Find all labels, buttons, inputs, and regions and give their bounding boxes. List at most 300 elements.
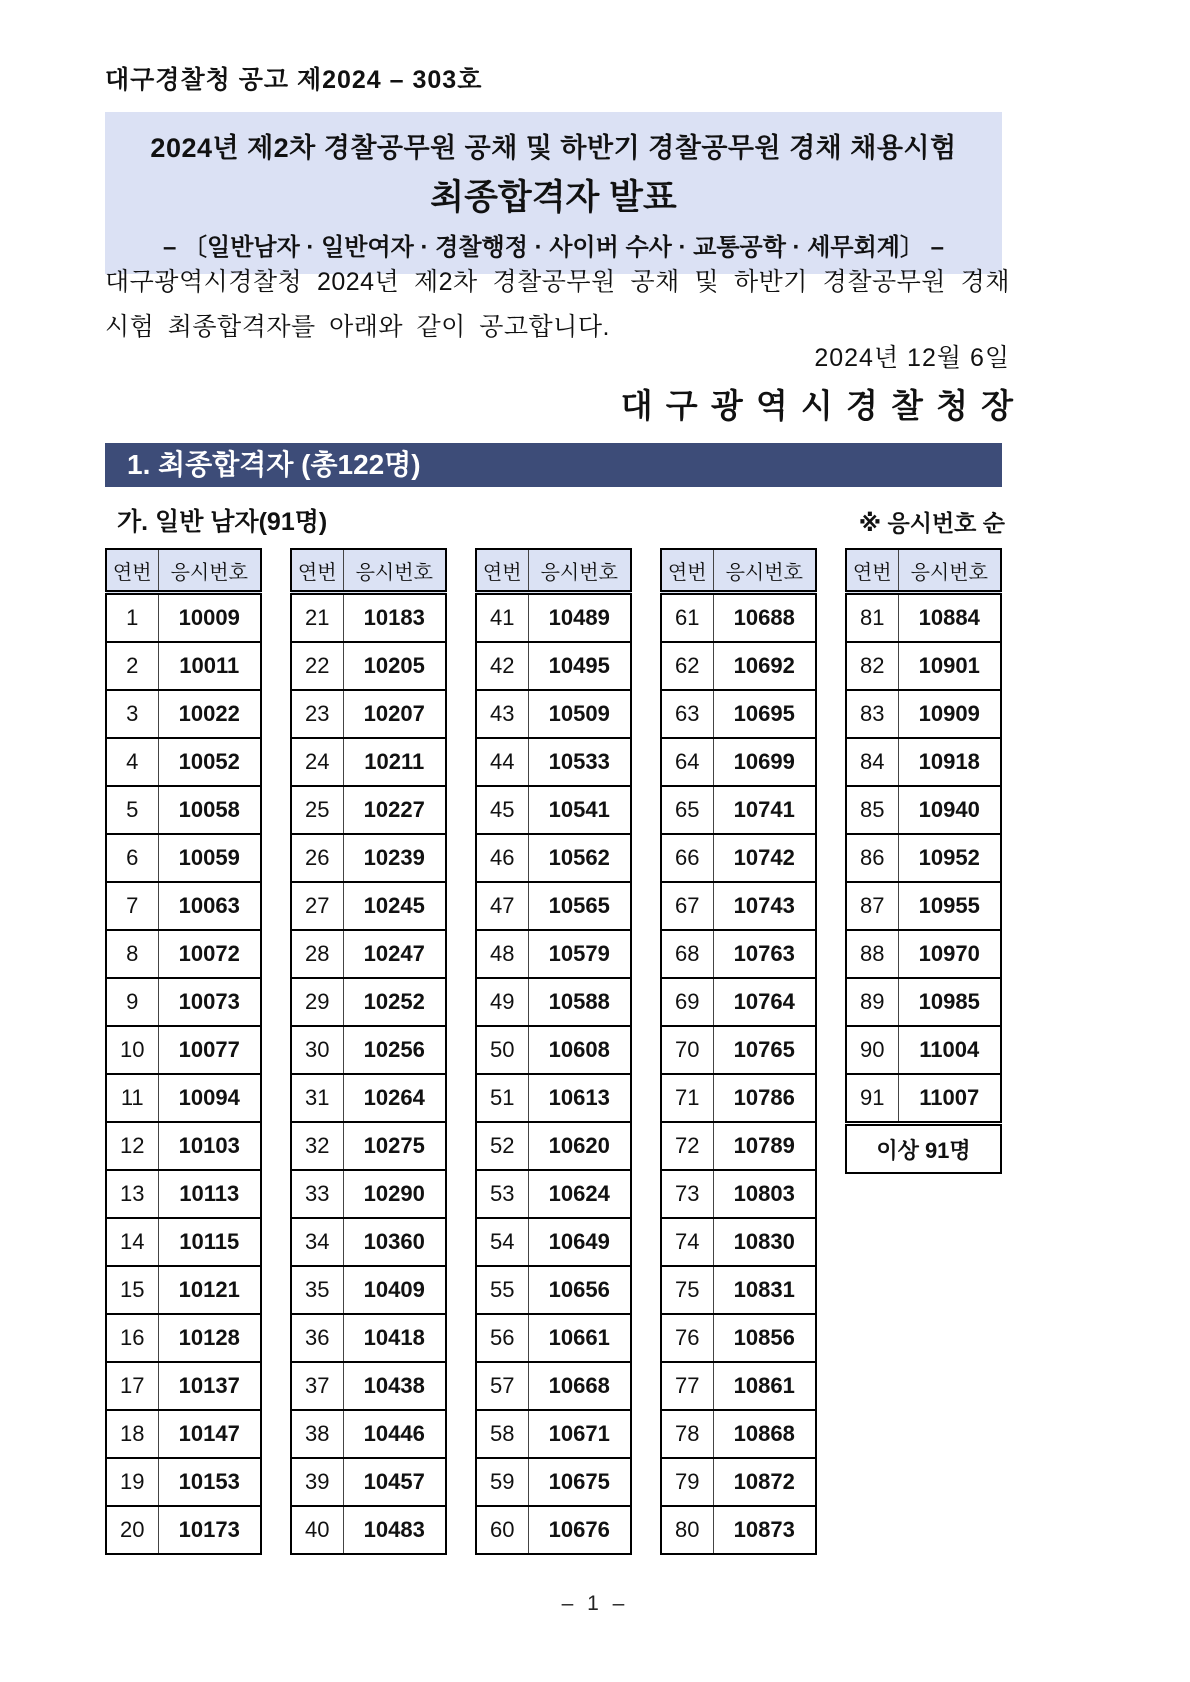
serial-cell: 55 [476,1266,528,1314]
column-header: 응시번호 [898,549,1001,593]
serial-cell: 66 [661,834,713,882]
serial-cell: 51 [476,1074,528,1122]
table-row [291,1362,446,1410]
exam-number-cell: 10952 [898,834,1001,882]
table-row [106,834,261,882]
serial-cell: 46 [476,834,528,882]
subsection-row [105,502,1005,538]
exam-number-cell: 10533 [528,738,631,786]
column-header: 응시번호 [343,549,446,593]
page-number: – 1 – [561,1592,629,1615]
exam-number-cell: 10153 [158,1458,261,1506]
table-row [106,930,261,978]
exam-number-cell: 10743 [713,882,816,930]
serial-cell: 79 [661,1458,713,1506]
table-row [846,738,1001,786]
table-row [661,1026,816,1074]
table-row [661,786,816,834]
title-box [105,112,1002,274]
serial-cell: 28 [291,930,343,978]
exam-number-cell: 10763 [713,930,816,978]
exam-number-cell: 10873 [713,1506,816,1554]
serial-cell: 10 [106,1026,158,1074]
serial-cell: 69 [661,978,713,1026]
exam-number-cell: 10671 [528,1410,631,1458]
table-row [846,882,1001,930]
table-row [476,593,631,643]
table-row [661,1458,816,1506]
serial-cell: 59 [476,1458,528,1506]
serial-cell: 13 [106,1170,158,1218]
exam-number-cell: 10955 [898,882,1001,930]
serial-cell: 63 [661,690,713,738]
serial-cell: 27 [291,882,343,930]
title-line-2: 최종합격자 발표 [430,178,677,217]
header-row [846,549,1001,593]
exam-number-cell: 10489 [528,593,631,643]
serial-cell: 47 [476,882,528,930]
serial-cell: 11 [106,1074,158,1122]
column-header: 연번 [106,549,158,593]
serial-cell: 22 [291,642,343,690]
serial-cell: 4 [106,738,158,786]
signature-line: 대 구 광 역 시 경 찰 청 장 [620,387,1015,424]
header-row [476,549,631,593]
table-row [476,1314,631,1362]
serial-cell: 56 [476,1314,528,1362]
exam-number-cell: 10588 [528,978,631,1026]
serial-cell: 91 [846,1074,898,1124]
table-row [661,834,816,882]
serial-cell: 48 [476,930,528,978]
serial-cell: 65 [661,786,713,834]
serial-cell: 87 [846,882,898,930]
serial-cell: 57 [476,1362,528,1410]
serial-cell: 41 [476,593,528,643]
exam-number-cell: 10063 [158,882,261,930]
serial-cell: 89 [846,978,898,1026]
column-header: 연번 [476,549,528,593]
body-paragraph: 대구광역시경찰청 2024년 제2차 경찰공무원 공채 및 하반기 경찰공무원 경채시험 최종합격자를 아래와 같이 공고합니다. [105,268,1010,341]
exam-number-cell: 10011 [158,642,261,690]
header-row [661,549,816,593]
serial-cell: 32 [291,1122,343,1170]
serial-cell: 7 [106,882,158,930]
table-row [661,882,816,930]
serial-cell: 35 [291,1266,343,1314]
serial-cell: 88 [846,930,898,978]
exam-number-cell: 10457 [343,1458,446,1506]
serial-cell: 37 [291,1362,343,1410]
serial-cell: 71 [661,1074,713,1122]
exam-number-cell: 10058 [158,786,261,834]
serial-cell: 77 [661,1362,713,1410]
table-row [476,1074,631,1122]
serial-cell: 14 [106,1218,158,1266]
exam-number-cell: 10742 [713,834,816,882]
serial-cell: 67 [661,882,713,930]
table-row [661,930,816,978]
serial-cell: 5 [106,786,158,834]
exam-number-cell: 10830 [713,1218,816,1266]
subsection-title: 가. 일반 남자(91명) [117,508,328,536]
exam-number-cell: 10077 [158,1026,261,1074]
serial-cell: 60 [476,1506,528,1554]
serial-cell: 52 [476,1122,528,1170]
section-header-label: 1. 최종합격자 (총122명) [127,449,421,480]
exam-number-cell: 10608 [528,1026,631,1074]
table-row [846,834,1001,882]
table-row [291,1218,446,1266]
table-row [476,1410,631,1458]
serial-cell: 17 [106,1362,158,1410]
serial-cell: 72 [661,1122,713,1170]
exam-number-cell: 10245 [343,882,446,930]
serial-cell: 86 [846,834,898,882]
exam-number-cell: 10446 [343,1410,446,1458]
serial-cell: 45 [476,786,528,834]
serial-cell: 20 [106,1506,158,1554]
column-header: 연번 [661,549,713,593]
exam-number-cell: 10115 [158,1218,261,1266]
serial-cell: 61 [661,593,713,643]
exam-number-cell: 10872 [713,1458,816,1506]
table-row [476,1506,631,1554]
serial-cell: 80 [661,1506,713,1554]
table-row [291,593,446,643]
exam-number-cell: 10113 [158,1170,261,1218]
serial-cell: 38 [291,1410,343,1458]
table-row [106,1218,261,1266]
table-row [291,1122,446,1170]
exam-number-cell: 10970 [898,930,1001,978]
table-row [291,1074,446,1122]
serial-cell: 58 [476,1410,528,1458]
serial-cell: 3 [106,690,158,738]
exam-number-cell: 10275 [343,1122,446,1170]
exam-number-cell: 10565 [528,882,631,930]
serial-cell: 50 [476,1026,528,1074]
exam-number-cell: 10073 [158,978,261,1026]
table-row [661,1314,816,1362]
table-row [106,1026,261,1074]
roster-table-4 [660,548,817,1555]
serial-cell: 90 [846,1026,898,1074]
table-row [291,1170,446,1218]
exam-number-cell: 10173 [158,1506,261,1554]
exam-number-cell: 10009 [158,593,261,643]
exam-number-cell: 10239 [343,834,446,882]
exam-number-cell: 10509 [528,690,631,738]
announcement-date: 2024년 12월 6일 [814,344,1010,372]
table-row [106,1506,261,1554]
table-row [106,1266,261,1314]
table-row [106,1122,261,1170]
exam-number-cell: 10128 [158,1314,261,1362]
serial-cell: 8 [106,930,158,978]
exam-number-cell: 10901 [898,642,1001,690]
exam-number-cell: 10692 [713,642,816,690]
exam-number-cell: 10483 [343,1506,446,1554]
column-header: 연번 [846,549,898,593]
table-row [661,1410,816,1458]
table-row [661,690,816,738]
serial-cell: 64 [661,738,713,786]
exam-number-cell: 10247 [343,930,446,978]
table-row [661,1122,816,1170]
exam-number-cell: 10649 [528,1218,631,1266]
table-row [476,834,631,882]
serial-cell: 1 [106,593,158,643]
table-row [291,882,446,930]
table-row [106,786,261,834]
exam-number-cell: 10856 [713,1314,816,1362]
serial-cell: 31 [291,1074,343,1122]
exam-number-cell: 10985 [898,978,1001,1026]
serial-cell: 74 [661,1218,713,1266]
table-row [476,1458,631,1506]
table-row [476,642,631,690]
summary-row [846,1124,1001,1174]
exam-number-cell: 11004 [898,1026,1001,1074]
exam-number-cell: 10211 [343,738,446,786]
exam-number-cell: 10803 [713,1170,816,1218]
table-row [476,930,631,978]
table-row [846,1074,1001,1124]
exam-number-cell: 10909 [898,690,1001,738]
serial-cell: 24 [291,738,343,786]
roster-table-1 [105,548,262,1555]
exam-number-cell: 10147 [158,1410,261,1458]
table-row [291,1506,446,1554]
table-row [476,738,631,786]
serial-cell: 76 [661,1314,713,1362]
table-row [291,978,446,1026]
table-row [291,930,446,978]
serial-cell: 2 [106,642,158,690]
exam-number-cell: 10675 [528,1458,631,1506]
serial-cell: 53 [476,1170,528,1218]
exam-number-cell: 10884 [898,593,1001,643]
column-header: 응시번호 [158,549,261,593]
exam-number-cell: 10183 [343,593,446,643]
serial-cell: 39 [291,1458,343,1506]
exam-number-cell: 10741 [713,786,816,834]
serial-cell: 15 [106,1266,158,1314]
table-row [661,978,816,1026]
table-row [106,978,261,1026]
exam-number-cell: 10918 [898,738,1001,786]
exam-number-cell: 10579 [528,930,631,978]
serial-cell: 34 [291,1218,343,1266]
table-row [846,786,1001,834]
exam-number-cell: 10360 [343,1218,446,1266]
exam-number-cell: 10121 [158,1266,261,1314]
table-row [846,930,1001,978]
table-row [476,882,631,930]
serial-cell: 82 [846,642,898,690]
roster-table-2 [290,548,447,1555]
table-row [846,593,1001,643]
table-row [291,1026,446,1074]
table-row [661,1506,816,1554]
tables-row [105,548,1002,1555]
exam-number-cell: 10252 [343,978,446,1026]
table-row [846,1026,1001,1074]
exam-number-cell: 10786 [713,1074,816,1122]
table-row [846,642,1001,690]
exam-number-cell: 10022 [158,690,261,738]
exam-number-cell: 10264 [343,1074,446,1122]
table-row [476,1170,631,1218]
exam-number-cell: 10656 [528,1266,631,1314]
section-header [105,443,1002,487]
exam-number-cell: 10831 [713,1266,816,1314]
exam-number-cell: 10103 [158,1122,261,1170]
table-row [291,1410,446,1458]
serial-cell: 75 [661,1266,713,1314]
serial-cell: 26 [291,834,343,882]
table-row [291,1458,446,1506]
serial-cell: 19 [106,1458,158,1506]
table-row [661,1074,816,1122]
table-row [476,786,631,834]
exam-number-cell: 10940 [898,786,1001,834]
exam-number-cell: 10868 [713,1410,816,1458]
table-row [291,642,446,690]
column-header: 연번 [291,549,343,593]
exam-number-cell: 10676 [528,1506,631,1554]
exam-number-cell: 10290 [343,1170,446,1218]
serial-cell: 6 [106,834,158,882]
serial-cell: 43 [476,690,528,738]
exam-number-cell: 10613 [528,1074,631,1122]
exam-number-cell: 10695 [713,690,816,738]
table-row [661,738,816,786]
exam-number-cell: 10624 [528,1170,631,1218]
table-row [661,1266,816,1314]
exam-number-cell: 10764 [713,978,816,1026]
table-row [476,690,631,738]
exam-number-cell: 10052 [158,738,261,786]
serial-cell: 9 [106,978,158,1026]
exam-number-cell: 10059 [158,834,261,882]
table-row [661,1362,816,1410]
exam-number-cell: 10789 [713,1122,816,1170]
column-header: 응시번호 [713,549,816,593]
serial-cell: 23 [291,690,343,738]
serial-cell: 16 [106,1314,158,1362]
table-row [106,690,261,738]
serial-cell: 25 [291,786,343,834]
serial-cell: 85 [846,786,898,834]
serial-cell: 84 [846,738,898,786]
table-row [476,1266,631,1314]
table-row [476,978,631,1026]
exam-number-cell: 11007 [898,1074,1001,1124]
exam-number-cell: 10541 [528,786,631,834]
exam-number-cell: 10205 [343,642,446,690]
column-header: 응시번호 [528,549,631,593]
exam-number-cell: 10765 [713,1026,816,1074]
table-row [291,786,446,834]
serial-cell: 44 [476,738,528,786]
serial-cell: 78 [661,1410,713,1458]
serial-cell: 18 [106,1410,158,1458]
exam-number-cell: 10418 [343,1314,446,1362]
table-row [106,1314,261,1362]
table-row [846,978,1001,1026]
serial-cell: 54 [476,1218,528,1266]
table-row [476,1362,631,1410]
exam-number-cell: 10094 [158,1074,261,1122]
table-row [476,1218,631,1266]
table-row [661,1218,816,1266]
serial-cell: 40 [291,1506,343,1554]
roster-table-3 [475,548,632,1555]
serial-cell: 12 [106,1122,158,1170]
table-row [106,1170,261,1218]
serial-cell: 68 [661,930,713,978]
table-row [291,738,446,786]
table-row [846,690,1001,738]
table-row [661,593,816,643]
exam-number-cell: 10688 [713,593,816,643]
serial-cell: 36 [291,1314,343,1362]
exam-number-cell: 10072 [158,930,261,978]
serial-cell: 30 [291,1026,343,1074]
title-line-3: – 〔일반남자 · 일반여자 · 경찰행정 · 사이버 수사 · 교통공학 · 세무회계〕 – [163,234,944,261]
exam-number-cell: 10620 [528,1122,631,1170]
exam-number-cell: 10137 [158,1362,261,1410]
table-row [106,738,261,786]
exam-number-cell: 10495 [528,642,631,690]
table-row [106,882,261,930]
table-row [106,1362,261,1410]
table-row [291,1266,446,1314]
roster-table-5 [845,548,1002,1174]
summary-cell: 이상 91명 [846,1124,1001,1174]
exam-number-cell: 10699 [713,738,816,786]
serial-cell: 29 [291,978,343,1026]
table-row [106,1458,261,1506]
exam-number-cell: 10562 [528,834,631,882]
notice-number: 대구경찰청 공고 제2024 – 303호 [105,66,483,94]
table-row [106,593,261,643]
serial-cell: 70 [661,1026,713,1074]
table-row [291,690,446,738]
header-row [291,549,446,593]
exam-number-cell: 10409 [343,1266,446,1314]
table-row [661,1170,816,1218]
serial-cell: 49 [476,978,528,1026]
serial-cell: 21 [291,593,343,643]
exam-number-cell: 10861 [713,1362,816,1410]
serial-cell: 33 [291,1170,343,1218]
serial-cell: 42 [476,642,528,690]
table-row [476,1122,631,1170]
table-row [476,1026,631,1074]
exam-number-cell: 10227 [343,786,446,834]
exam-number-cell: 10438 [343,1362,446,1410]
serial-cell: 62 [661,642,713,690]
table-row [291,1314,446,1362]
serial-cell: 73 [661,1170,713,1218]
exam-number-cell: 10661 [528,1314,631,1362]
title-line-1: 2024년 제2차 경찰공무원 공채 및 하반기 경찰공무원 경채 채용시험 [150,133,957,163]
table-row [661,642,816,690]
table-row [106,1410,261,1458]
